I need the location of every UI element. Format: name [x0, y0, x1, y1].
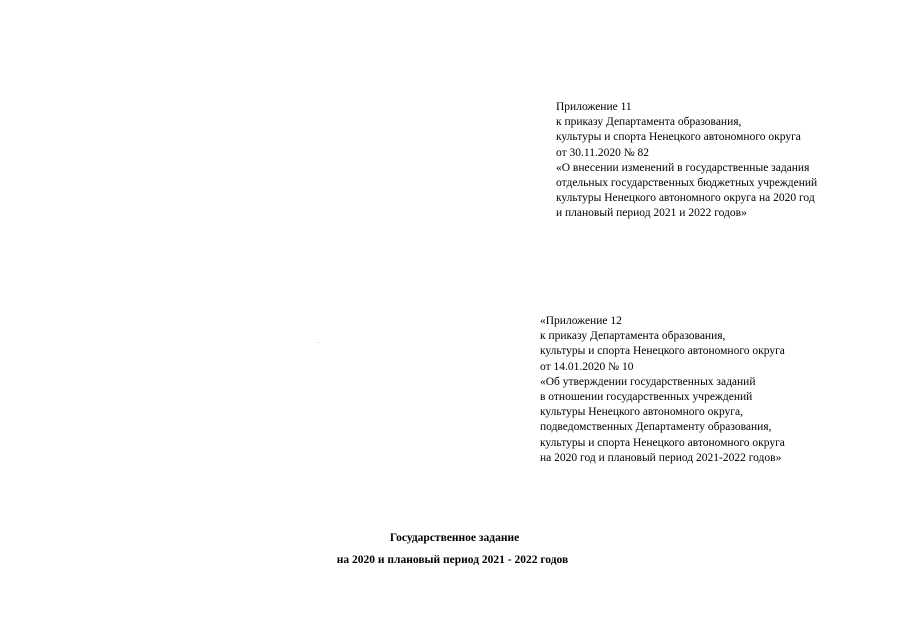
document-subtitle: на 2020 и плановый период 2021 - 2022 годов [336, 554, 569, 566]
annex-12-order-title-line: культуры и спорта Ненецкого автономного округа [540, 436, 785, 449]
annex-12-order-title-line: подведомственных Департаменту образования, [540, 421, 772, 434]
annex-11-order-title-line: отдельных государственных бюджетных учреждений [556, 177, 818, 190]
annex-11-header [556, 100, 817, 222]
annex-12-order-title-line: на 2020 год и плановый период 2021-2022 годов» [540, 451, 782, 464]
annex-11-department: культуры и спорта Ненецкого автономного округа [556, 131, 801, 144]
annex-11-order-title-line: «О внесении изменений в государственные задания [556, 161, 810, 174]
annex-11-order-date: от 30.11.2020 № 82 [556, 146, 650, 159]
annex-12-order-title-line: культуры Ненецкого автономного округа, [540, 406, 743, 419]
annex-11-label: Приложение 11 [556, 101, 632, 113]
annex-12-order-date: от 14.01.2020 № 10 [540, 360, 634, 373]
annex-11-order-title-line: культуры Ненецкого автономного округа на 2020 год [556, 192, 815, 205]
scan-speck [318, 342, 319, 343]
annex-12-label: «Приложение 12 [540, 315, 622, 327]
annex-12-order-title-line: «Об утверждении государственных заданий [540, 375, 756, 388]
annex-12-order-title-line: в отношении государственных учреждений [540, 391, 753, 404]
annex-12-header [540, 314, 785, 466]
document-title: Государственное задание [389, 532, 520, 544]
annex-12-order-ref: к приказу Департамента образования, [540, 330, 726, 343]
annex-11-order-title-line: и плановый период 2021 и 2022 годов» [556, 207, 747, 220]
annex-11-order-ref: к приказу Департамента образования, [556, 116, 742, 129]
annex-12-department: культуры и спорта Ненецкого автономного округа [540, 345, 785, 358]
